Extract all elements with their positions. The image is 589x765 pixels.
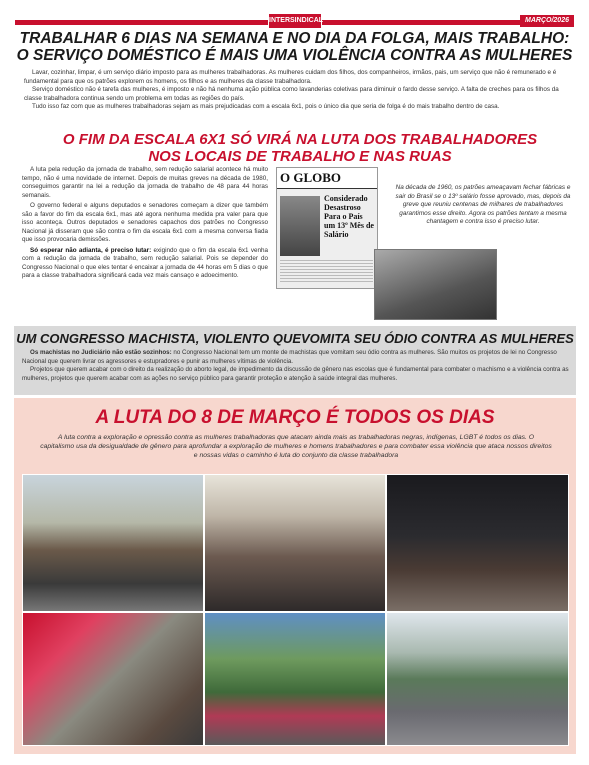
intro-paragraph: Lavar, cozinhar, limpar, é um serviço diário imposto para as mulheres trabalhadoras. As mulheres cuidam dos filhos, dos companheiros, irmãos, pais, um serviço que não é remunerado e é fundamental para que os patrões explorem os homens, os filhos e as mulheres da classe trabalhadora. bbox=[24, 69, 557, 85]
photo-indoor-assembly bbox=[204, 474, 386, 612]
congress-text-span: no Congresso Nacional tem um monte de machistas que vomitam seu ódio contra as mulheres. São muitos os projetos de lei no Congresso Nacional que querem livrar os agressores e estupradores e punir as mulheres vítimas de violência. bbox=[22, 349, 557, 365]
newspaper-title: O GLOBO bbox=[277, 168, 377, 189]
march8-text: A luta contra a exploração e opressão contra as mulheres trabalhadoras que atacam ainda mais as trabalhadoras negras, indígenas, LGBT é todos os dias. O capitalismo usa da desigualdade de gênero para aprofundar a exploração de mulheres e homens trabalhadores e para combater essa violência que ataca nossos direitos e nossas vidas o caminho é luta do conjunto da classe trabalhadora bbox=[40, 434, 552, 459]
historic-strike-photo bbox=[374, 249, 497, 320]
section-title-congress: UM CONGRESSO MACHISTA, VIOLENTO QUEVOMITA SEU ÓDIO CONTRA AS MULHERES bbox=[16, 331, 574, 346]
photo-flags-march bbox=[22, 612, 204, 746]
section-title-6x1: O FIM DA ESCALA 6X1 SÓ VIRÁ NA LUTA DOS TRABALHADORES NOS LOCAIS DE TRABALHO E NAS RUAS bbox=[62, 131, 538, 165]
article-paragraph bbox=[22, 247, 268, 281]
congress-paragraph: Projetos que querem acabar com o direito da realização do aborto legal, de impedimento da discussão de gênero nas escolas que é fundamental para combater o machismo e a violência contra as mulheres, projetos que querem acabar com as ações no serviço público para garantir proteção e atenção à saúde integral das mulheres. bbox=[22, 366, 569, 382]
photo-banners-hillside bbox=[204, 612, 386, 746]
photo-road-march bbox=[386, 612, 569, 746]
newspaper-clipping bbox=[276, 167, 378, 289]
article-text: exigindo que o fim da escala 6x1 venha com a redução da jornada de trabalho, sem redução salarial. Pois se depender do Congresso Nacional o que eles tentar é encaixar a jornada de 44 horas em 5 dias o que para a classe trabalhadora significará cada vez mais cansaço e adoecimento. bbox=[22, 246, 268, 279]
historic-sidebox: Na década de 1960, os patrões ameaçavam fechar fábricas e sair do Brasil se o 13º salário fosse aprovado, mas, depois da greve que reuniu centenas de milhares de trabalhadores garantimos esse direito. Agora os patrões tentam a mesma chantagem e contra isso é preciso lutar. bbox=[395, 184, 571, 226]
lead-bold: Só esperar não adianta, é preciso lutar: bbox=[30, 246, 152, 254]
congress-text bbox=[22, 349, 570, 383]
congress-paragraph bbox=[22, 349, 570, 366]
intersindical-logo: INTERSINDICAL bbox=[268, 13, 322, 29]
intro-paragraph: Tudo isso faz com que as mulheres trabalhadoras sejam as mais prejudicadas com a escala 6x1, pois o único dia que seria de folga é do mais trabalho dentro de casa. bbox=[32, 103, 500, 111]
newspaper-columns bbox=[280, 260, 373, 284]
issue-date: MARÇO/2026 bbox=[520, 15, 574, 27]
newspaper-headline: Considerado Desastroso Para o País um 13º Mês de Salário bbox=[324, 194, 374, 239]
main-headline: TRABALHAR 6 DIAS NA SEMANA E NO DIA DA FOLGA, MAIS TRABALHO: O SERVIÇO DOMÉSTICO É MAIS UMA VIOLÊNCIA CONTRA AS MULHERES bbox=[16, 30, 573, 64]
article-paragraph: A luta pela redução da jornada de trabalho, sem redução salarial acontece há muito tempo, não é uma novidade de internet. Depois de muitas greves na década de 1980, conseguimos garantir na lei a redução da jornada de trabalho de 48 para 44 horas semanais. bbox=[22, 166, 268, 199]
intro-text bbox=[24, 69, 569, 112]
newspaper-photo bbox=[280, 196, 320, 256]
section-title-march8: A LUTA DO 8 DE MARÇO É TODOS OS DIAS bbox=[95, 407, 495, 428]
photo-night-protest bbox=[386, 474, 569, 612]
intro-paragraph: Serviço doméstico não é tarefa das mulheres, é imposto e não há nenhuma ação pública como lavanderias coletivas para diminuir o fardo desse serviço. A falta de creches para os filhos da classe trabalhadora continua sendo um problema em todas as regiões do país. bbox=[24, 86, 559, 102]
article-column bbox=[22, 166, 268, 283]
article-paragraph: O governo federal e alguns deputados e senadores começam a dizer que também são a favor do fim da escala 6x1, mas até agora nenhuma medida pra valer para que isso aconteça. Outros deputados e senadores capachos dos patrões no Congresso Nacional já disseram que são contra o fim da escala 6x1 com a mesma conversa fiada que isso provocaria demissões. bbox=[22, 202, 268, 243]
lead-bold: Os machistas no Judiciário não estão sozinhos: bbox=[30, 349, 172, 356]
photo-street-rally bbox=[22, 474, 204, 612]
